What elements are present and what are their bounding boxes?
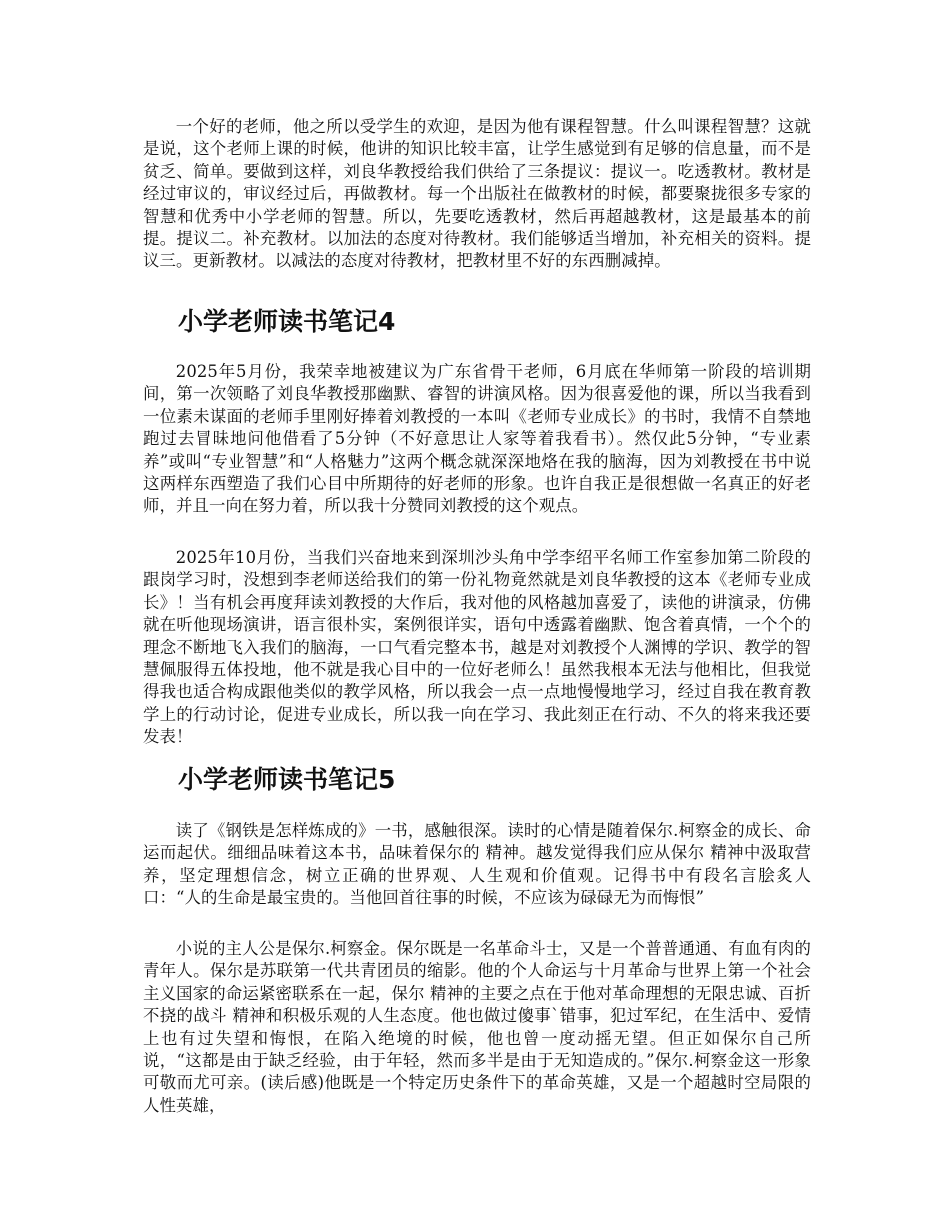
paragraph-text: 2025年10月份，当我们兴奋地来到深圳沙头角中学李绍平名师工作室参加第二阶段的跟岗学习时，没想到李老师送给我们的第一份礼物竟然就是刘良华教授的这本《老师专业成长》！当有机会再度拜读刘教授的大作后，我对他的风格越加喜爱了，读他的讲演录，仿佛就在听他现场演讲，语言很朴实，案例很详实，语句中透露着幽默、饱含着真情，一个个的理念不断地飞入我们的脑海，一口气看完整本书，越是对刘教授个人渊博的学识、教学的智慧佩服得五体投地，他不就是我心目中的一位好老师么！虽然我根本无法与他相比，但我觉得我也适合构成跟他类似的教学风格，所以我会一点一点地慢慢地学习，经过自我在教育教学上的行动讨论，促进专业成长，所以我一向在学习、我此刻正在行动、不久的将来我还要发表！ — [143, 548, 811, 747]
paragraph-may-training — [143, 361, 811, 518]
paragraph-text: 一个好的老师，他之所以受学生的欢迎，是因为他有课程智慧。什么叫课程智慧？这就是说，这个老师上课的时候，他讲的知识比较丰富，让学生感觉到有足够的信息量，而不是贫乏、简单。要做到这样，刘良华教授给我们供给了三条提议：提议一。吃透教材。教材是经过审议的，审议经过后，再做教材。每一个出版社在做教材的时候，都要聚拢很多专家的智慧和优秀中小学老师的智慧。所以，先要吃透教材，然后再超越教材，这是最基本的前提。提议二。补充教材。以加法的态度对待教材。我们能够适当增加，补充相关的资料。提议三。更新教材。以减法的态度对待教材，把教材里不好的东西删减掉。 — [143, 117, 811, 271]
paragraph-text: 2025年5月份，我荣幸地被建议为广东省骨干老师，6月底在华师第一阶段的培训期间，第一次领略了刘良华教授那幽默、睿智的讲演风格。因为很喜爱他的课，所以当我看到一位素未谋面的老师手里刚好捧着刘教授的一本叫《老师专业成长》的书时，我情不自禁地跑过去冒昧地问他借看了5分钟（不好意思让人家等着我看书）。然仅此5分钟，“专业素养”或叫“专业智慧”和“人格魅力”这两个概念就深深地烙在我的脑海，因为刘教授在书中说这两样东西塑造了我们心目中所期待的好老师的形象。也许自我正是很想做一名真正的好老师，并且一向在努力着，所以我十分赞同刘教授的这个观点。 — [143, 362, 811, 516]
paragraph-pavel-character — [143, 938, 811, 1117]
paragraph-text: 小说的主人公是保尔.柯察金。保尔既是一名革命斗士，又是一个普普通通、有血有肉的青年人。保尔是苏联第一代共青团员的缩影。他的个人命运与十月革命与世界上第一个社会主义国家的命运紧密联系在一起，保尔 精神的主要之点在于他对革命理想的无限忠诚、百折不挠的战斗 精神和积极乐观的人生态度。他也做过傻事`错事，犯过军纪，在生活中、爱情上也有过失望和悔恨，在陷入绝境的时候，他也曾一度动摇无望。但正如保尔自己所说，“这都是由于缺乏经验，由于年轻，然而多半是由于无知造成的。”保尔.柯察金这一形象可敬而尤可亲。(读后感)他既是一个特定历史条件下的革命英雄，又是一个超越时空局限的人性英雄， — [143, 939, 811, 1115]
paragraph-october-study — [143, 547, 811, 749]
section-heading-note-4: 小学老师读书笔记4 — [178, 307, 396, 336]
section-heading-note-5: 小学老师读书笔记5 — [178, 765, 396, 794]
paragraph-text: 读了《钢铁是怎样炼成的》一书，感触很深。读时的心情是随着保尔.柯察金的成长、命运而起伏。细细品味着这本书，品味着保尔的 精神。越发觉得我们应从保尔 精神中汲取营养，坚定理想信念，树立正确的世界观、人生观和价值观。记得书中有段名言脍炙人口：“人的生命是最宝贵的。当他回首往事的时候，不应该为碌碌无为而悔恨” — [143, 821, 811, 908]
paragraph-steel-book-reading — [143, 820, 811, 910]
paragraph-curriculum-wisdom — [143, 116, 811, 273]
